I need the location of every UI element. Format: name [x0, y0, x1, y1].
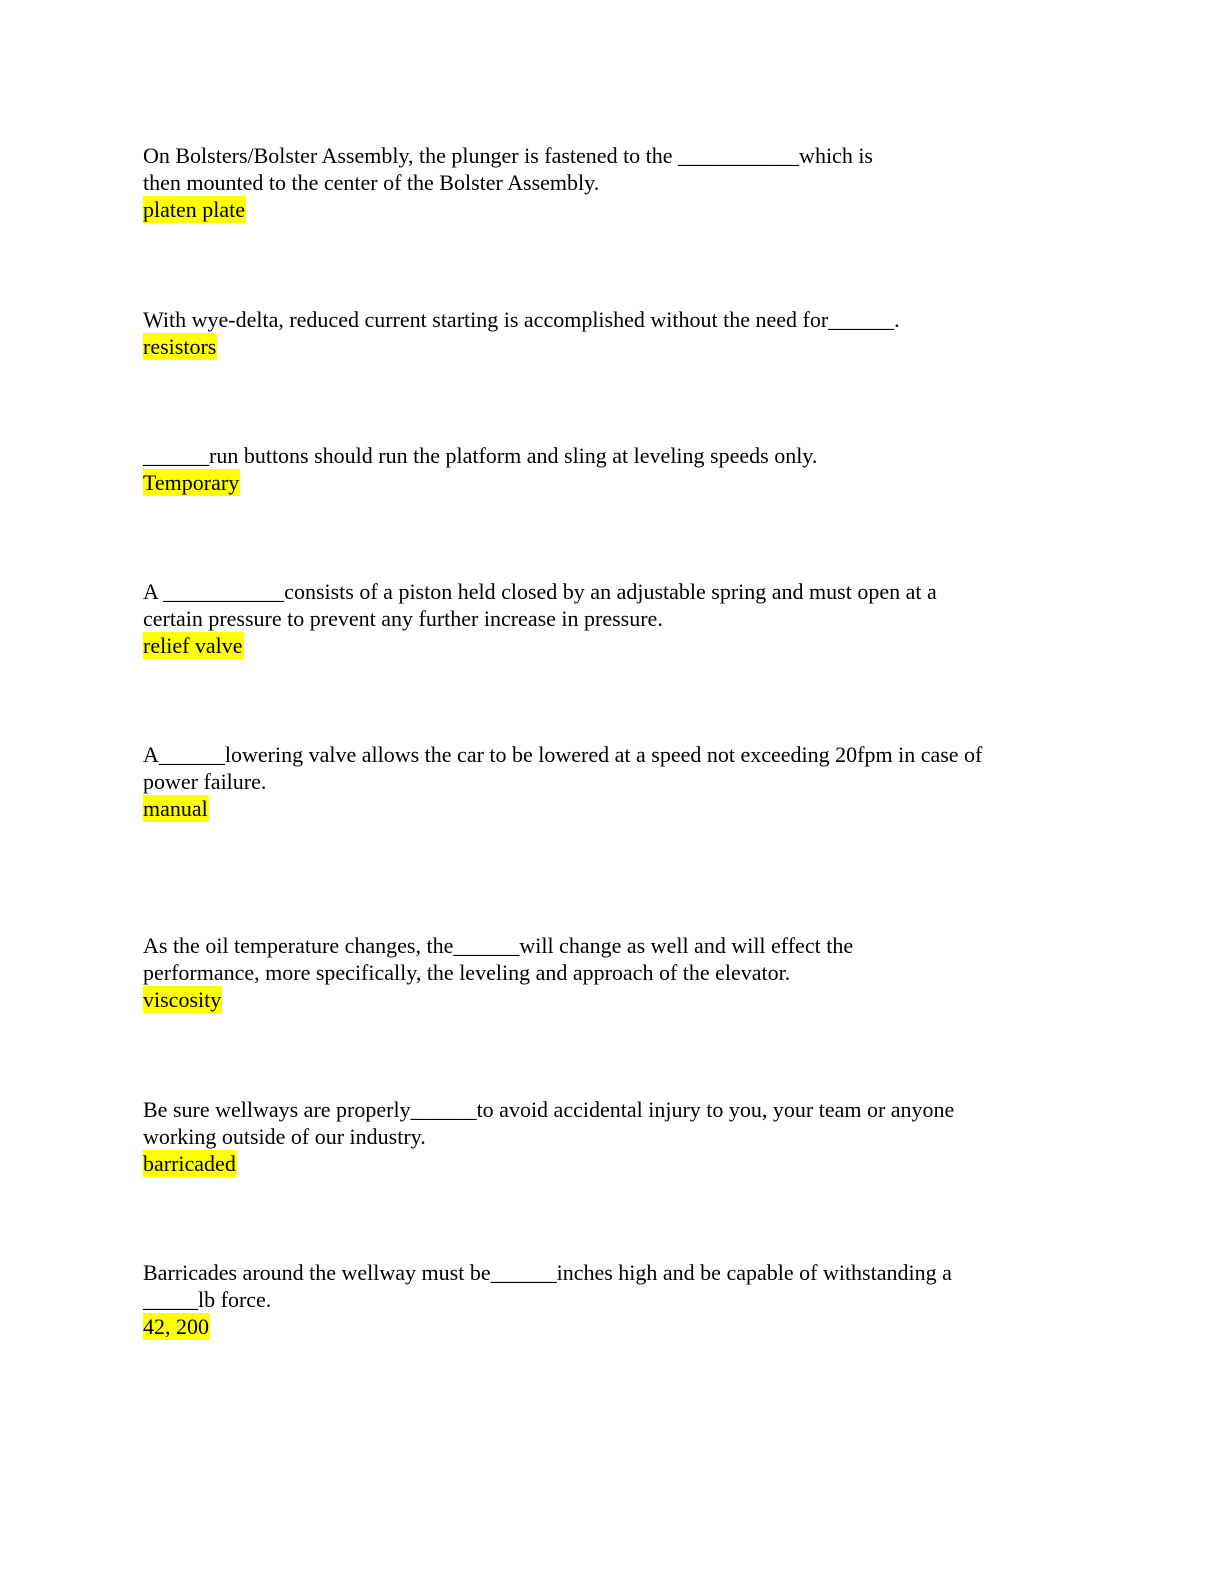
question-text: A______lowering valve allows the car to be lowered at a speed not exceeding 20fpm in case of power failure.	[143, 742, 983, 794]
question-text: As the oil temperature changes, the______will change as well and will effect the performance, more specifically, the leveling and approach of the elevator.	[143, 933, 854, 985]
question-text: ______run buttons should run the platform and sling at leveling speeds only.	[143, 443, 818, 468]
question-block-4	[143, 578, 1083, 659]
question-text: Be sure wellways are properly______to avoid accidental injury to you, your team or anyone working outside of our industry.	[143, 1097, 955, 1149]
question-block-6	[143, 932, 1083, 1013]
question-block-5	[143, 741, 1083, 822]
answer-highlight: 42, 200	[143, 1314, 209, 1339]
question-text: Barricades around the wellway must be______inches high and be capable of withstanding a _____lb force.	[143, 1260, 952, 1312]
question-text: On Bolsters/Bolster Assembly, the plunger is fastened to the ___________which is then mounted to the center of the Bolster Assembly.	[143, 143, 873, 195]
question-block-1	[143, 142, 1083, 223]
answer-highlight: platen plate	[143, 197, 246, 222]
answer-highlight: Temporary	[143, 470, 240, 495]
answer-highlight: resistors	[143, 334, 217, 359]
question-block-7	[143, 1096, 1083, 1177]
question-block-3	[143, 442, 1083, 496]
answer-highlight: viscosity	[143, 987, 222, 1012]
question-block-8	[143, 1259, 1083, 1340]
question-block-2	[143, 306, 1083, 360]
question-text: A ___________consists of a piston held closed by an adjustable spring and must open at a certain pressure to prevent any further increase in pressure.	[143, 579, 937, 631]
question-text: With wye-delta, reduced current starting is accomplished without the need for______.	[143, 307, 900, 332]
answer-highlight: manual	[143, 796, 208, 821]
answer-highlight: relief valve	[143, 633, 243, 658]
answer-highlight: barricaded	[143, 1151, 236, 1176]
